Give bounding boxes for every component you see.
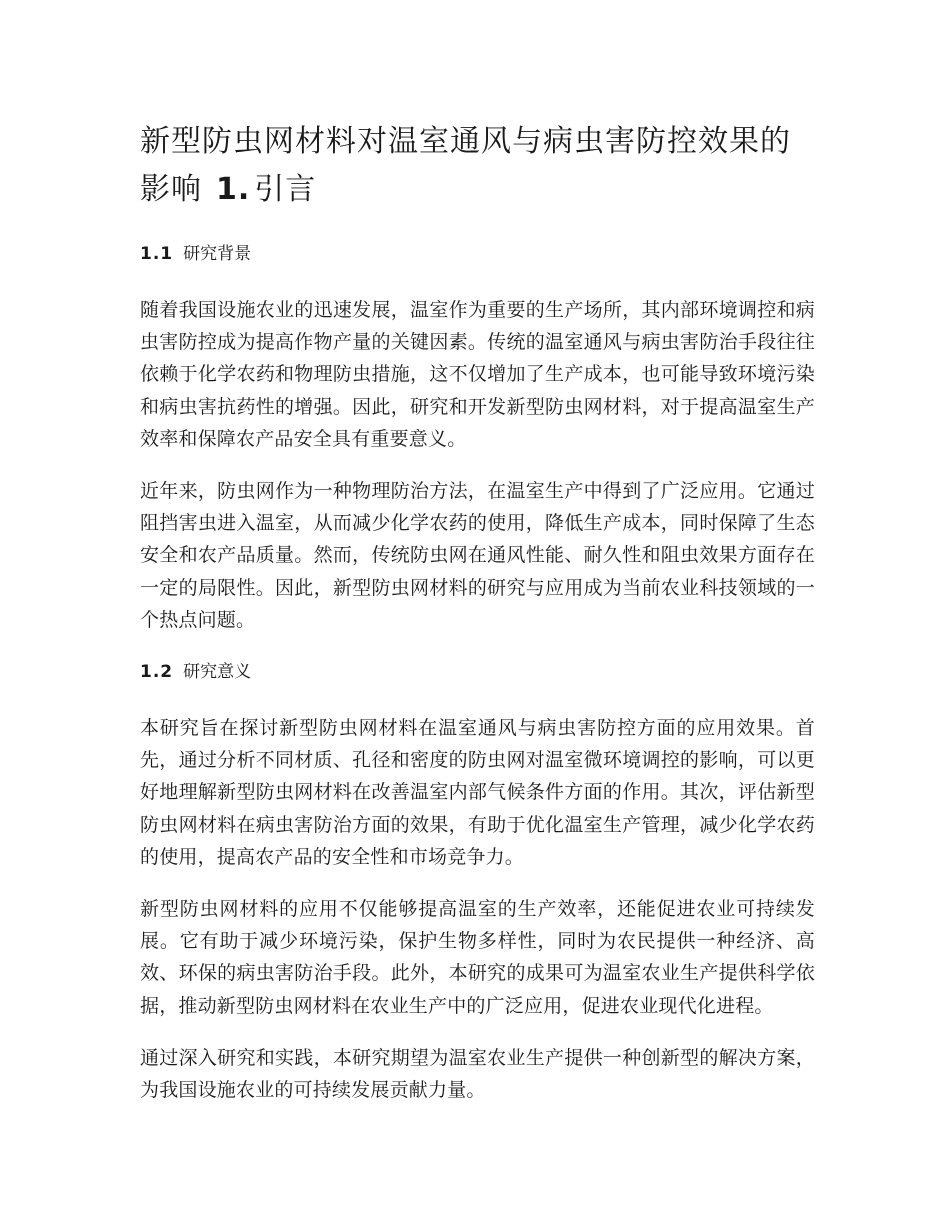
title-main: 新型防虫网材料对温室通风与病虫害防控效果的影响 bbox=[140, 124, 791, 207]
paragraph: 随着我国设施农业的迅速发展，温室作为重要的生产场所，其内部环境调控和病虫害防控成为提高作物产量的关键因素。传统的温室通风与病虫害防治手段往往依赖于化学农药和物理防虫措施，这不仅增加了生产成本，也可能导致环境污染和病虫害抗药性的增强。因此，研究和开发新型防虫网材料，对于提高温室生产效率和保障农产品安全具有重要意义。 bbox=[140, 299, 815, 450]
document-title bbox=[140, 118, 815, 214]
document-page bbox=[140, 118, 815, 1106]
section-number: 1.1 bbox=[140, 244, 174, 264]
paragraph: 近年来，防虫网作为一种物理防治方法，在温室生产中得到了广泛应用。它通过阻挡害虫进入温室，从而减少化学农药的使用，降低生产成本，同时保障了生态安全和农产品质量。然而，传统防虫网在通风性能、耐久性和阻虫效果方面存在一定的局限性。因此，新型防虫网材料的研究与应用成为当前农业科技领域的一个热点问题。 bbox=[140, 480, 815, 631]
section-heading-significance bbox=[140, 658, 815, 686]
paragraph: 本研究旨在探讨新型防虫网材料在温室通风与病虫害防控方面的应用效果。首先，通过分析不同材质、孔径和密度的防虫网对温室微环境调控的影响，可以更好地理解新型防虫网材料在改善温室内部气候条件方面的作用。其次，评估新型防虫网材料在病虫害防治方面的效果，有助于优化温室生产管理，减少化学农药的使用，提高农产品的安全性和市场竞争力。 bbox=[140, 717, 815, 868]
paragraph: 新型防虫网材料的应用不仅能够提高温室的生产效率，还能促进农业可持续发展。它有助于减少环境污染，保护生物多样性，同时为农民提供一种经济、高效、环保的病虫害防治手段。此外，本研究的成果可为温室农业生产提供科学依据，推动新型防虫网材料在农业生产中的广泛应用，促进农业现代化进程。 bbox=[140, 898, 815, 1017]
section-number: 1.2 bbox=[140, 662, 174, 683]
section-title: 研究意义 bbox=[183, 662, 252, 683]
section-heading-background bbox=[140, 240, 815, 268]
title-section-label: 引言 bbox=[254, 172, 317, 207]
title-section-number: 1. bbox=[216, 172, 251, 207]
paragraph: 通过深入研究和实践，本研究期望为温室农业生产提供一种创新型的解决方案，为我国设施农业的可持续发展贡献力量。 bbox=[140, 1046, 815, 1102]
section-title: 研究背景 bbox=[183, 244, 252, 264]
